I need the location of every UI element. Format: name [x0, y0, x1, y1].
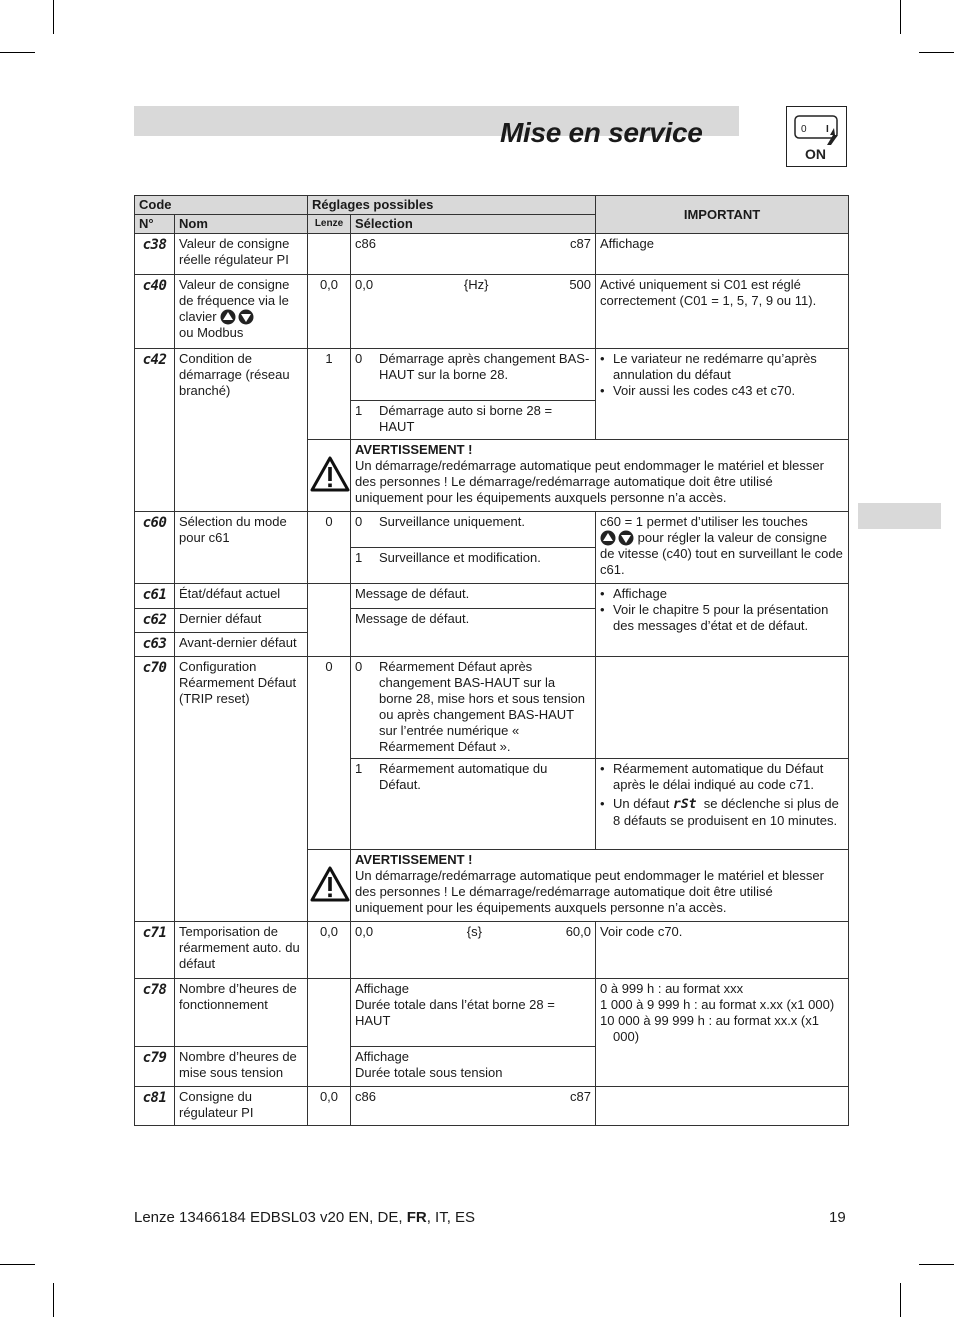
warning-icon	[310, 866, 350, 902]
header-code: Code	[135, 196, 308, 215]
range-from: 0,0	[355, 277, 374, 292]
name-c70: Configuration Réarmement Défaut (TRIP reset)	[175, 657, 308, 922]
important-c40: Activé uniquement si C01 est réglé correctement (C01 = 1, 5, 7, 9 ou 11).	[596, 275, 849, 349]
option-text: Démarrage après changement BAS-HAUT sur la borne 28.	[379, 351, 590, 382]
parameter-table	[134, 195, 849, 1126]
option-number: 1	[355, 761, 363, 776]
lenze-c70: 0	[308, 657, 351, 850]
arrow-down-key-icon	[238, 309, 254, 325]
lenze-c42: 1	[308, 349, 351, 440]
option-text: Surveillance uniquement.	[379, 514, 525, 529]
range-to: 500	[569, 277, 592, 292]
lenze-c81: 0,0	[308, 1087, 351, 1126]
name-c40: Valeur de consigne de fréquence via le clavier	[179, 277, 290, 324]
important-c70-2a: Un défaut	[613, 796, 670, 811]
page-title: Mise en service	[500, 117, 703, 148]
selection-c61: Message de défaut.	[351, 584, 596, 609]
switch-mark-1: I	[826, 124, 829, 135]
option-text: Démarrage auto si borne 28 = HAUT	[379, 403, 553, 434]
code-c40: c40	[142, 278, 167, 294]
selection-c79-1: Affichage	[355, 1049, 409, 1064]
selection-c79-2: Durée totale sous tension	[355, 1065, 503, 1080]
option-text: Réarmement automatique du Défaut.	[379, 761, 548, 792]
name-c63: Avant-dernier défaut	[175, 633, 308, 657]
footer-language-current: FR	[406, 1209, 427, 1226]
important-c78-3: 10 000 à 99 999 h : au format xx.x (x1 000)	[600, 1013, 819, 1044]
important-c70-1: Réarmement automatique du Défaut après le délai indiqué au code c71.	[613, 761, 824, 792]
crop-mark	[53, 1283, 54, 1317]
range-unit: {s}	[466, 924, 482, 939]
table-row	[135, 922, 849, 979]
option-text: Réarmement Défaut après changement BAS-HAUT sur la borne 28, mise hors et sous tension ou après changement BAS-HAUT sur l’entrée numérique « Réarmement Défaut ».	[379, 659, 585, 754]
code-c71: c71	[142, 925, 167, 941]
lenze-c71: 0,0	[308, 922, 351, 979]
up-down-keys	[220, 309, 254, 325]
table-row	[135, 657, 849, 759]
important-c60-b: pour régler la valeur de consigne de vitesse (c40) tout en surveillant le code c61.	[600, 530, 843, 577]
chapter-tab	[858, 503, 941, 529]
lenze-c40: 0,0	[308, 275, 351, 349]
selection-c78-1: Affichage	[355, 981, 409, 996]
arrow-up-key-icon	[600, 530, 616, 546]
footer-document-id	[134, 1209, 475, 1226]
code-c62: c62	[142, 612, 167, 628]
crop-mark	[900, 0, 901, 34]
name-c71: Temporisation de réarmement auto. du défaut	[175, 922, 308, 979]
range-to: c87	[570, 1089, 592, 1104]
name-c61: État/défaut actuel	[175, 584, 308, 609]
important-c78-2: 1 000 à 9 999 h : au format x.xx (x1 000)	[600, 997, 835, 1012]
option-number: 0	[355, 659, 363, 674]
page-number: 19	[829, 1209, 846, 1226]
code-c60: c60	[142, 515, 167, 531]
important-c71: Voir code c70.	[596, 922, 849, 979]
option-number: 0	[355, 514, 363, 529]
code-c42: c42	[142, 352, 167, 368]
code-c63: c63	[142, 636, 167, 652]
name-c42: Condition de démarrage (réseau branché)	[175, 349, 308, 512]
code-c70: c70	[142, 660, 167, 676]
switch-label: ON	[805, 146, 826, 162]
range-to: 60,0	[565, 924, 592, 939]
option-number: 1	[355, 403, 363, 418]
warning-title: AVERTISSEMENT !	[355, 442, 473, 457]
crop-mark	[0, 1264, 35, 1265]
crop-mark	[919, 1264, 954, 1265]
arrow-up-key-icon	[220, 309, 236, 325]
option-number: 1	[355, 550, 363, 565]
warning-title: AVERTISSEMENT !	[355, 852, 473, 867]
range-from: c86	[355, 236, 376, 251]
range-to: c87	[570, 236, 592, 251]
option-text: Surveillance et modification.	[379, 550, 541, 565]
warning-text: Un démarrage/redémarrage automatique peut endommager le matériel et blesser des personnes ! Le démarrage/redémarrage automatique doit être utilisé uniquement pour les équipements auxquels personne n’a accès.	[355, 458, 824, 505]
warning-text: Un démarrage/redémarrage automatique peut endommager le matériel et blesser des personnes ! Le démarrage/redémarrage automatique doit être utilisé uniquement pour les équipements auxquels personne n’a accès.	[355, 868, 824, 915]
table-row	[135, 979, 849, 1047]
header-important: IMPORTANT	[596, 196, 849, 234]
table-row	[135, 1087, 849, 1126]
code-rst: rSt	[673, 797, 697, 812]
header-selection: Sélection	[351, 215, 596, 234]
selection-c62: Message de défaut.	[351, 609, 596, 657]
power-switch-icon	[786, 106, 847, 167]
header-lenze: Lenze	[308, 215, 351, 234]
code-c81: c81	[142, 1090, 167, 1106]
lenze-c60: 0	[308, 512, 351, 584]
header-name: Nom	[175, 215, 308, 234]
table-row: c61 État/défaut actuel Message de défaut. • Affichage • Voir le chapitre 5 pour la présentation des messages d’état et de défaut.	[135, 584, 849, 609]
table-row: 1 Réarmement automatique du Défaut. • Réarmement automatique du Défaut après le délai indiqué au code c71. • Un défaut rSt se déclenche si plus de 8 défauts se produisent en 10 minutes.	[135, 759, 849, 850]
code-c61: c61	[142, 587, 167, 603]
range-from: c86	[355, 1089, 376, 1104]
switch-mark-0: 0	[801, 124, 807, 135]
name-c79: Nombre d’heures de mise sous tension	[175, 1047, 308, 1087]
option-number: 0	[355, 351, 363, 366]
footer-text: Lenze 13466184 EDBSL03 v20 EN, DE,	[134, 1209, 407, 1226]
important-c78-1: 0 à 999 h : au format xxx	[600, 981, 744, 996]
table-row: c42 Condition de démarrage (réseau branché) 1 0 Démarrage après changement BAS-HAUT sur la borne 28. • Le variateur ne redémarre qu’après annulation du défaut • Voir aussi les codes c43 et c70.	[135, 349, 849, 401]
important-c61-1: Affichage	[613, 586, 667, 601]
name-c40-modbus: ou Modbus	[179, 325, 244, 340]
range-from: 0,0	[355, 924, 374, 939]
code-c79: c79	[142, 1050, 167, 1066]
warning-icon	[310, 456, 350, 492]
name-c78: Nombre d’heures de fonctionnement	[175, 979, 308, 1047]
important-c70-2b: se déclenche si plus de 8 défauts se produisent en 10 minutes.	[613, 796, 839, 828]
arrow-down-key-icon	[618, 530, 634, 546]
table-row	[135, 234, 849, 275]
name-c60: Sélection du mode pour c61	[175, 512, 308, 584]
code-c78: c78	[142, 982, 167, 998]
important-c61-2: Voir le chapitre 5 pour la présentation des messages d’état et de défaut.	[613, 602, 829, 633]
header-no: N°	[135, 215, 175, 234]
important-c42-2: Voir aussi les codes c43 et c70.	[613, 383, 796, 398]
code-c38: c38	[142, 237, 167, 253]
crop-mark	[919, 52, 954, 53]
table-row	[135, 275, 849, 349]
important-c38: Affichage	[596, 234, 849, 275]
table-row	[135, 512, 849, 548]
header-settings: Réglages possibles	[308, 196, 596, 215]
important-c60-a: c60 = 1 permet d’utiliser les touches	[600, 514, 808, 529]
crop-mark	[900, 1283, 901, 1317]
footer-text-end: , IT, ES	[426, 1209, 476, 1226]
crop-mark	[53, 0, 54, 34]
important-c42-1: Le variateur ne redémarre qu’après annulation du défaut	[613, 351, 817, 382]
name-c38: Valeur de consigne réelle régulateur PI	[175, 234, 308, 275]
range-unit: {Hz}	[463, 277, 489, 292]
name-c81: Consigne du régulateur PI	[175, 1087, 308, 1126]
up-down-keys	[600, 530, 634, 546]
selection-c78-2: Durée totale dans l’état borne 28 = HAUT	[355, 997, 555, 1028]
name-c62: Dernier défaut	[175, 609, 308, 633]
crop-mark	[0, 52, 35, 53]
